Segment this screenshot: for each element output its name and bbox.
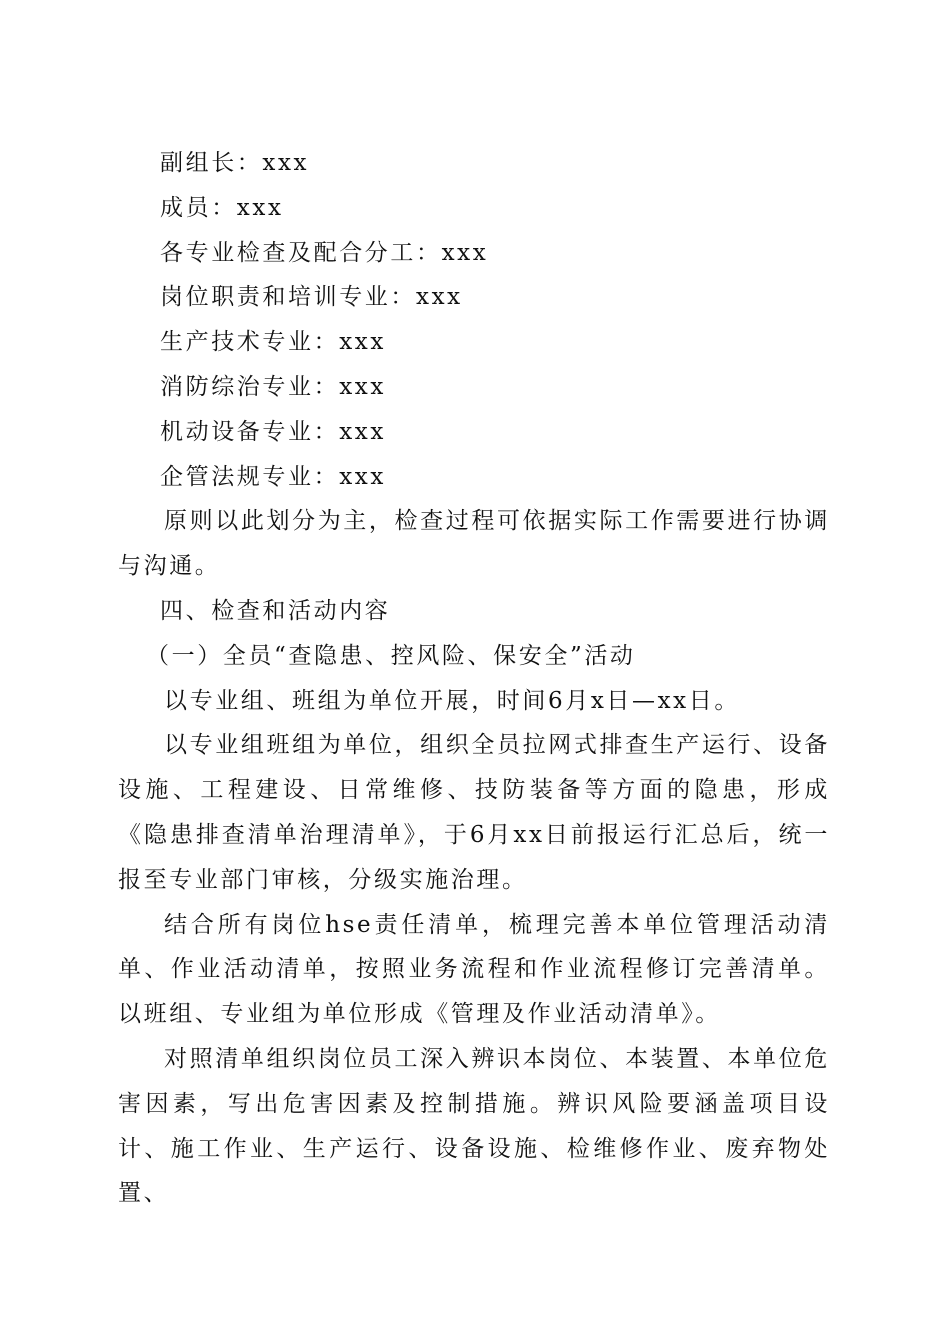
body-paragraph: 以专业组班组为单位，组织全员拉网式排查生产运行、设备设施、工程建设、日常维修、技防装备等方面的隐患，形成《隐患排查清单治理清单》，于6月xx日前报运行汇总后，统一报至专业部门审核，分级实施治理。 (118, 732, 830, 893)
body-paragraph: 结合所有岗位hse责任清单，梳理完善本单位管理活动清单、作业活动清单，按照业务流程和作业流程修订完善清单。以班组、专业组为单位形成《管理及作业活动清单》。 (118, 911, 830, 1028)
role-line-enterprise-regulations: 企管法规专业：xxx (160, 463, 386, 490)
role-line-deputy-leader: 副组长：xxx (160, 150, 310, 176)
role-line-duties-training: 岗位职责和培训专业：xxx (160, 284, 463, 311)
role-line-division-of-work: 各专业检查及配合分工：xxx (160, 239, 489, 266)
body-paragraph: 对照清单组织岗位员工深入辨识本岗位、本装置、本单位危害因素，写出危害因素及控制措施。辨识风险要涵盖项目设计、施工作业、生产运行、设备设施、检维修作业、废弃物处置、 (118, 1045, 830, 1207)
body-paragraph: 以专业组、班组为单位开展，时间6月x日—xx日。 (164, 687, 740, 714)
section-heading: 四、检查和活动内容 (160, 597, 391, 624)
role-line-mechanical-equipment: 机动设备专业：xxx (160, 418, 386, 445)
role-line-members: 成员：xxx (160, 194, 284, 221)
principle-paragraph: 原则以此划分为主，检查过程可依据实际工作需要进行协调与沟通。 (118, 508, 830, 580)
role-line-production-tech: 生产技术专业：xxx (160, 329, 386, 356)
document-body (118, 141, 830, 1216)
subsection-heading: （一）全员“查隐患、控风险、保安全”活动 (146, 642, 636, 669)
role-line-fire-security: 消防综治专业：xxx (160, 373, 386, 400)
